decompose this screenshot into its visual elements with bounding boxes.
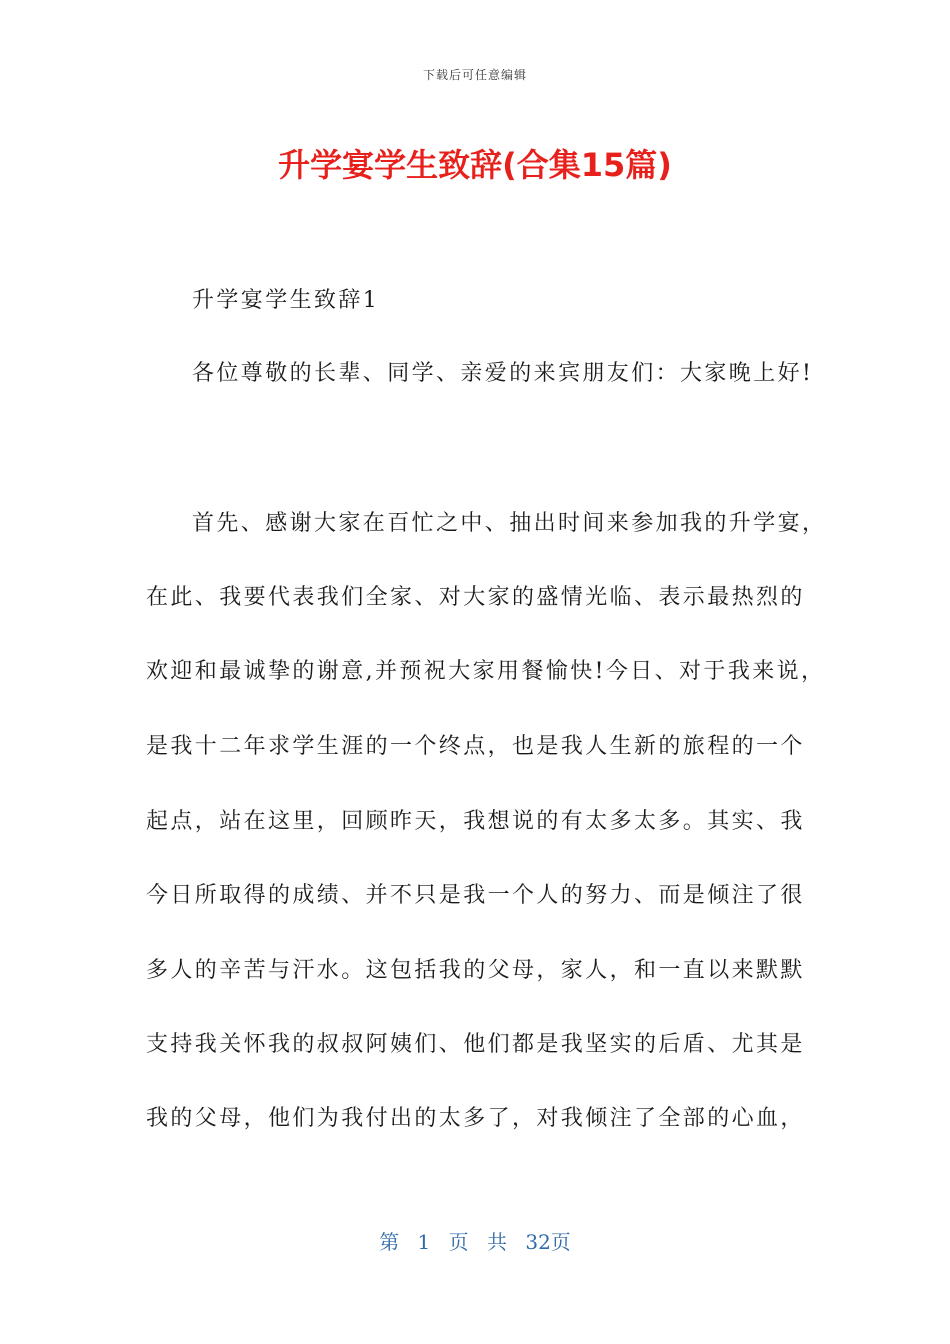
page-footer <box>0 1226 950 1255</box>
footer-prefix: 第 <box>379 1230 400 1254</box>
header-note: 下载后可任意编辑 <box>422 68 527 82</box>
body-line: 是我十二年求学生涯的一个终点，也是我人生新的旅程的一个 <box>146 734 805 759</box>
greeting-paragraph: 各位尊敬的长辈、同学、亲爱的来宾朋友们：大家晚上好! <box>192 361 814 386</box>
footer-page-word: 页 <box>448 1230 469 1254</box>
section-heading: 升学宴学生致辞1 <box>192 288 380 313</box>
body-line: 支持我关怀我的叔叔阿姨们、他们都是我坚实的后盾、尤其是 <box>146 1032 805 1057</box>
body-line: 起点，站在这里，回顾昨天，我想说的有太多太多。其实、我 <box>146 809 805 834</box>
footer-total-word: 共 <box>487 1230 507 1254</box>
body-line: 今日所取得的成绩、并不只是我一个人的努力、而是倾注了很 <box>146 883 805 908</box>
document-title: 升学宴学生致辞(合集15篇) <box>278 146 672 184</box>
total-pages: 32页 <box>525 1230 571 1254</box>
body-line: 在此、我要代表我们全家、对大家的盛情光临、表示最热烈的 <box>146 585 805 610</box>
body-line: 多人的辛苦与汗水。这包括我的父母，家人，和一直以来默默 <box>146 958 805 983</box>
body-line: 欢迎和最诚挚的谢意,并预祝大家用餐愉快!今日、对于我来说， <box>146 659 826 684</box>
body-line: 首先、感谢大家在百忙之中、抽出时间来参加我的升学宴， <box>192 511 827 536</box>
current-page-number: 1 <box>417 1230 431 1254</box>
body-line: 我的父母，他们为我付出的太多了，对我倾注了全部的心血， <box>146 1106 805 1131</box>
